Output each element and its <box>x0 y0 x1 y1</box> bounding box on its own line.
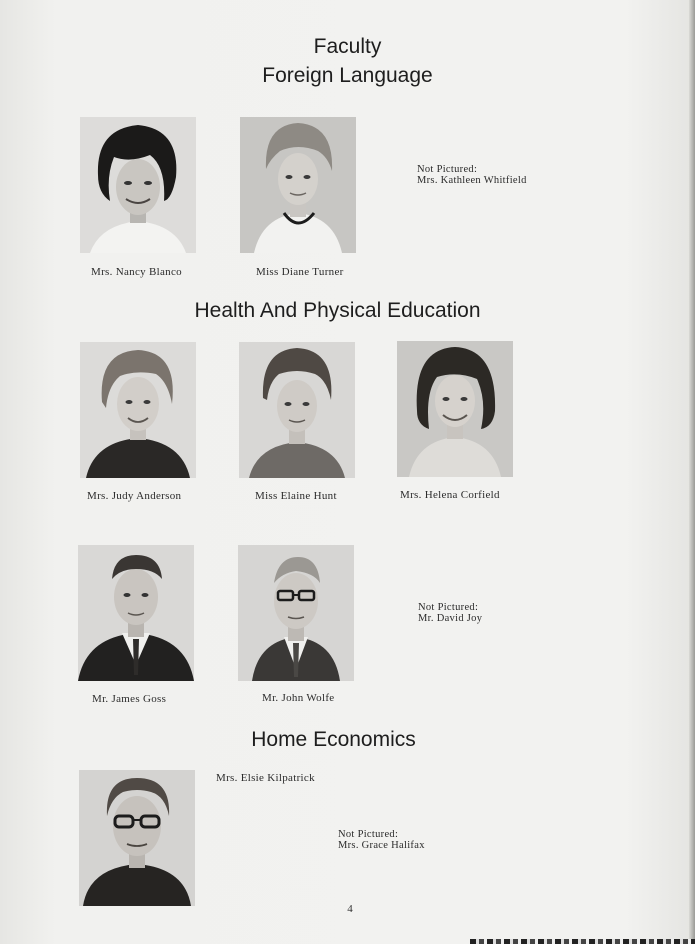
not-pictured-note <box>338 829 425 851</box>
portrait-photo <box>80 342 196 478</box>
page-edge-shadow <box>689 0 695 944</box>
portrait-caption: Mrs. Elsie Kilpatrick <box>216 772 315 784</box>
not-pictured-label: Not Pictured: <box>338 829 399 840</box>
section-heading-home-economics: Home Economics <box>251 728 416 751</box>
portrait-photo <box>397 341 513 477</box>
portrait-photo <box>80 117 196 253</box>
page-edge-strip <box>470 939 695 944</box>
not-pictured-name: Mr. David Joy <box>418 613 483 624</box>
page-number: 4 <box>347 903 353 915</box>
not-pictured-note <box>417 164 527 186</box>
portrait-photo <box>79 770 195 906</box>
page-title: Faculty <box>313 35 382 58</box>
portrait-caption: Mrs. Helena Corfield <box>400 489 500 501</box>
section-heading-health-pe: Health And Physical Education <box>194 299 481 322</box>
not-pictured-note <box>418 602 482 624</box>
not-pictured-name: Mrs. Grace Halifax <box>338 840 425 851</box>
portrait-photo <box>240 117 356 253</box>
portrait-caption: Mr. James Goss <box>92 693 167 705</box>
portrait-caption: Mr. John Wolfe <box>262 692 335 704</box>
portrait-caption: Miss Diane Turner <box>256 266 344 278</box>
portrait-photo <box>78 545 194 681</box>
not-pictured-name: Mrs. Kathleen Whitfield <box>417 175 527 186</box>
not-pictured-label: Not Pictured: <box>417 164 478 175</box>
portrait-photo <box>239 342 355 478</box>
not-pictured-label: Not Pictured: <box>418 602 479 613</box>
portrait-caption: Mrs. Nancy Blanco <box>91 266 182 278</box>
portrait-caption: Miss Elaine Hunt <box>255 490 337 502</box>
portrait-caption: Mrs. Judy Anderson <box>87 490 182 502</box>
portrait-photo <box>238 545 354 681</box>
section-heading-foreign-language: Foreign Language <box>262 64 433 87</box>
